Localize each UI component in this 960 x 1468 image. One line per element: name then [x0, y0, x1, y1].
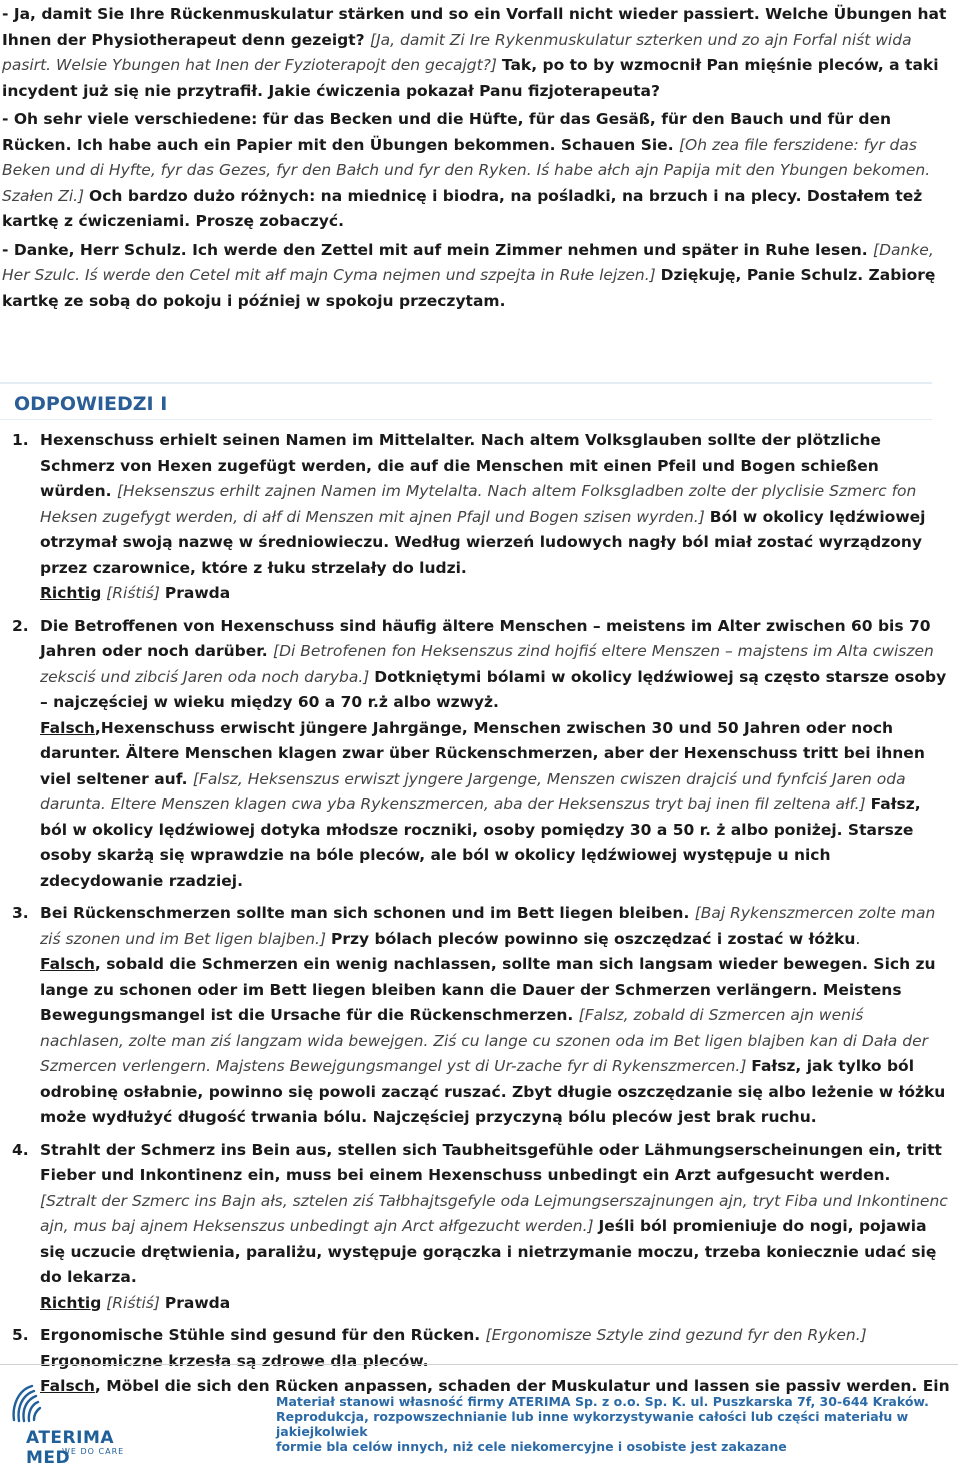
footer-divider: [0, 1364, 958, 1365]
transcription-text: [Danke, Her Szulc. Iś werde den Cetel mit ałf majn Cyma nejmen und szpejta in Rułe lejzen.]: [2, 240, 934, 284]
text-run: ,Hexenschuss erwischt jüngere Jahrgänge, Menschen zwischen 30 und 50 Jahren oder noch darunter. Ältere Menschen klagen zwar über Rückenschmerzen, aber der Hexenschuss tritt bei ihnen viel seltener auf.: [40, 718, 925, 788]
text-run: , Möbel die sich den Rücken anpassen, schaden der Muskulatur und lassen sie passiv werden. Ein: [94, 1377, 950, 1395]
text-run: , sobald die Schmerzen ein wenig nachlassen, sollte man sich langsam wieder bewegen. Sich zu lange zu schonen oder im Bett liegen bleiben kann die Dauer der Schmerzen verlängern. Meistens Bewegungsmangel ist die Ursache für die Rückenschmerzen.: [40, 955, 936, 1024]
transcription-text: [Falsz, zobald di Szmercen ajn weniś nachlasen, zolte man ziś langzam wida bewejgen. Ziś cu lange cu szonen oda im Bet ligen blajben kan di Dała der Szmercen verlengern. Majstens Bewejgungsmangel yst di Ur-zache fyr di Rykenszmercen.]: [40, 1006, 928, 1075]
text-run: Bei Rückenschmerzen sollte man sich schonen und im Bett liegen bleiben.: [40, 904, 695, 922]
transcription-text: [Sztralt der Szmerc ins Bajn ałs, sztelen ziś Tałbhajtsgefyle oda Lejmungserszajnungen ajn, tryt Fiba und Inkontinenc ajn, mus baj ajnem Heksenszus unbedingt ajn Arct ałfgezucht werden.]: [40, 1191, 948, 1235]
transcription-text: [Oh zea file ferszidene: fyr das Beken und di Hyfte, fyr das Gezes, fyr den Bałch und fyr den Ryken. Iś habe ałch ajn Papija mit den Ybungen bekomen. Szałen Zi.]: [2, 135, 931, 205]
text-run: Strahlt der Schmerz ins Bein aus, stellen sich Taubheitsgefühle oder Lähmungserscheinungen ein, tritt Fieber und Inkontinenz ein, muss bei einem Hexenschuss unbedingt ein Arzt aufgesucht werden.: [40, 1140, 942, 1184]
transcription-text: [Heksenszus erhilt zajnen Namen im Mytelalta. Nach altem Folksgladben zolte der plyclisie Szmerc fon Heksen zugefygt werden, di ałf di Menszen mit ajnen Pfajl und Bogen szisen wyrden.]: [40, 482, 917, 526]
text-run: Fałsz, ból w okolicy lędźwiowej dotyka młodsze roczniki, osoby pomiędzy 30 a 50 r. ż albo poniżej. Starsze osoby skarżą się wprawdzie na bóle pleców, ale ból w okolicy lędźwiowej występuje u nich zdecydowanie rzadziej.: [40, 795, 921, 890]
text-run: Ergonomische Stühle sind gesund für den Rücken.: [40, 1326, 486, 1344]
text-run: Och bardzo dużo różnych: na miednicę i biodra, na pośladki, na brzuch i na plecy. Dostałem też kartkę z ćwiczeniami. Proszę zobaczyć.: [2, 186, 923, 230]
logo-tagline: WE DO CARE: [62, 1447, 125, 1456]
verdict-label: Richtig: [40, 584, 102, 602]
answer-text: [40, 428, 952, 607]
aterima-logo: [6, 1380, 156, 1468]
verdict-label: Richtig: [40, 1293, 102, 1312]
transcription-text: [Baj Rykenszmercen zolte man ziś szonen und im Bet ligen blajben.]: [40, 904, 936, 948]
footer-line: formie bla celów innych, niż cele niekomercyjne i osobiste jest zakazane: [276, 1439, 787, 1454]
text-run: - Oh sehr viele verschiedene: für das Becken und die Hüfte, für das Gesäß, für den Bauch und für den Rücken. Ich habe auch ein Papier mit den Übungen bekommen. Schauen Sie.: [2, 110, 892, 154]
text-run: Ergonomiczne krzesła są zdrowe dla pleców.: [40, 1351, 429, 1370]
text-run: - Danke, Herr Schulz. Ich werde den Zettel mit auf mein Zimmer nehmen und später in Ruhe lesen.: [2, 240, 874, 259]
text-run: Die Betroffenen von Hexenschuss sind häufig ältere Menschen – meistens im Alter zwischen 60 bis 70 Jahren oder noch darüber.: [40, 616, 931, 660]
answer-number: 3.: [12, 904, 29, 922]
text-run: Tak, po to by wzmocnił Pan mięśnie pleców, a taki incydent już się nie przytrafił. Jakie ćwiczenia pokazał Panu fizjoterapeuta?: [2, 56, 939, 100]
answer-text: [40, 901, 952, 1131]
text-run: Dziękuję, Panie Schulz. Zabiorę kartkę ze sobą do pokoju i później w spokoju przeczytam.: [2, 266, 936, 310]
footer-line: Reprodukcja, rozpowszechnianie lub inne wykorzystywanie całości lub części materiału w jakiejkolwiek: [276, 1409, 909, 1439]
footer-line: Materiał stanowi własność firmy ATERIMA Sp. z o.o. Sp. K. ul. Puszkarska 7f, 30-644 Kraków.: [276, 1394, 929, 1409]
text-run: Jeśli ból promieniuje do nogi, pojawia się uczucie drętwienia, paraliżu, występuje gorączka i nietrzymanie moczu, trzeba koniecznie udać się do lekarza.: [40, 1217, 937, 1286]
transcription-text: [Riśtiś]: [101, 1293, 165, 1312]
answers-heading: ODPOWIEDZI I: [14, 393, 168, 415]
transcription-text: [Falsz, Heksenszus erwiszt jyngere Jargenge, Menszen cwiszen drajciś und fynfciś Jaren oda darunta. Eltere Menszen klagen cwa yba Rykenszmercen, aba der Heksenszus tryt baj inen fil zeltena ałf.]: [40, 769, 906, 813]
verdict-label: Falsch: [40, 955, 95, 973]
transcription-text: [Di Betrofenen fon Heksenszus zind hojfiś eltere Menszen – majstens im Alta cwiszen zeksciś und zibciś Jaren oda noch daryba.]: [40, 642, 934, 686]
text-run: Hexenschuss erhielt seinen Namen im Mittelalter. Nach altem Volksglauben sollte der plötzliche Schmerz von Hexen zugefügt werden, die auf die Menschen mit einen Pfeil und Bogen schießen würden.: [40, 431, 881, 500]
transcription-text: [Riśtiś]: [101, 584, 165, 602]
answers-list: [0, 428, 952, 1407]
answer-item: [0, 428, 952, 607]
heading-divider-bottom: [0, 419, 932, 420]
text-run: Dotkniętymi bólami w okolicy lędźwiowej są często starsze osoby – najczęściej w wieku między 60 a 70 r.ż albo wzwyż.: [40, 667, 947, 711]
answer-number: 5.: [12, 1326, 29, 1344]
text-run: Prawda: [164, 584, 231, 602]
verdict-label: Falsch: [40, 718, 95, 737]
text-run: Ból w okolicy lędźwiowej otrzymał swoją nazwę w średniowieczu. Według wierzeń ludowych nagły ból miał zostać wyrządzony przez czarownice, które z łuku strzelały do ludzi.: [40, 507, 926, 577]
dialogue-paragraph: [2, 107, 952, 235]
text-run: - Ja, damit Sie Ihre Rückenmuskulatur stärken und so ein Vorfall nicht wieder passiert. Welche Übungen hat Ihnen der Physiotherapeut denn gezeigt?: [2, 5, 947, 49]
verdict-label: Falsch: [40, 1377, 95, 1395]
answer-number: 2.: [12, 616, 29, 635]
text-run: .: [855, 929, 861, 948]
transcription-text: [Ergonomisze Sztyle zind gezund fyr den Ryken.]: [485, 1326, 867, 1344]
dialogue-section: [0, 2, 952, 317]
text-run: Przy bólach pleców powinno się oszczędzać i zostać w łóżku: [330, 929, 856, 948]
head-profile-logo-icon: [8, 1380, 52, 1428]
answer-text: [40, 614, 952, 895]
transcription-text: [Ja, damit Zi Ire Rykenmuskulatur szterken und zo ajn Forfal niśt wida pasirt. Welsie Ybungen hat Inen der Fyzioterapojt den gecajgt?]: [2, 30, 912, 74]
footer-notice: [276, 1394, 956, 1454]
logo-brand-name: ATERIMA MED: [26, 1428, 115, 1468]
answer-number: 4.: [12, 1140, 29, 1159]
answer-item: [0, 1138, 952, 1317]
dialogue-paragraph: [2, 238, 952, 315]
page-footer: [0, 1364, 960, 1468]
text-run: Fałsz, jak tylko ból odrobinę osłabnie, powinno się powoli zacząć ruszać. Zbyt długie oszczędzanie się albo leżenie w łóżku może wydłużyć długość trwania bólu. Najczęściej przyczyną bólu pleców jest brak ruchu.: [40, 1057, 946, 1126]
text-run: Prawda: [164, 1293, 231, 1312]
answer-number: 1.: [12, 431, 29, 449]
answers-heading-block: [0, 382, 932, 420]
answer-item: [0, 614, 952, 895]
answer-item: [0, 901, 952, 1131]
answer-text: [40, 1138, 952, 1317]
dialogue-paragraph: [2, 2, 952, 104]
heading-divider-top: [0, 382, 932, 384]
